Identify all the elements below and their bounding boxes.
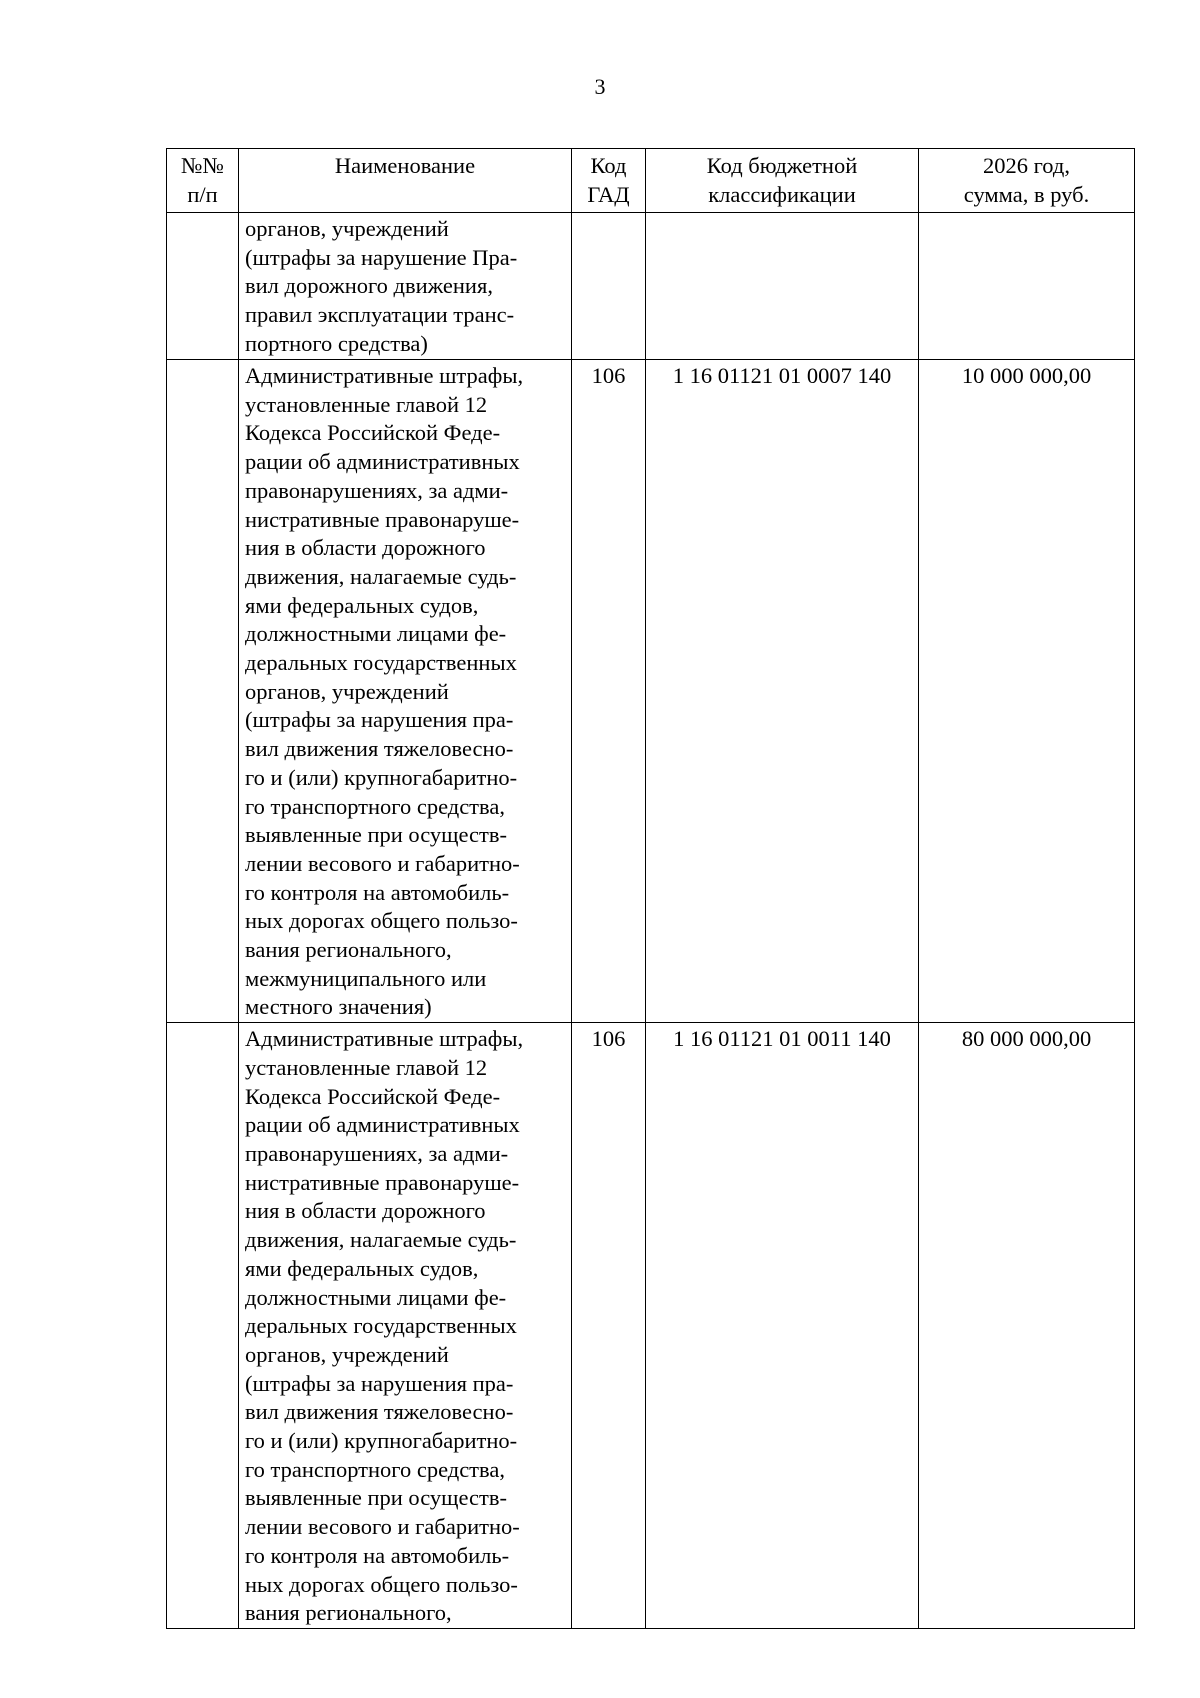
row-name-line: выявленные при осуществ- — [245, 822, 507, 848]
header-kbk-line: классификации — [708, 181, 856, 207]
row-name-line: нистративные правонаруше- — [245, 1169, 520, 1195]
header-number-line: п/п — [187, 181, 218, 207]
row-name-line: (штрафы за нарушение Пра- — [245, 244, 518, 270]
row-name-line: ных дорогах общего пользо- — [245, 1571, 518, 1597]
row-gad-code: 106 — [572, 1023, 646, 1629]
row-name-line: (штрафы за нарушения пра- — [245, 707, 514, 733]
header-budget-classification-code — [646, 149, 919, 213]
row-name-line: лении весового и габаритно- — [245, 1514, 520, 1540]
header-name-line: Наименование — [334, 153, 476, 178]
row-name-line: рации об административных — [245, 1112, 520, 1138]
page-number: 3 — [594, 74, 606, 99]
row-name-line: местного значения) — [245, 994, 432, 1020]
row-name-line: установленные главой 12 — [245, 1054, 488, 1080]
row-name-line: Кодекса Российской Феде- — [245, 420, 501, 446]
row-number — [167, 213, 239, 360]
row-name-line: движения, налагаемые судь- — [245, 563, 517, 589]
header-number — [167, 149, 239, 213]
row-amount: 10 000 000,00 — [919, 360, 1135, 1023]
row-name-line: Административные штрафы, — [245, 363, 524, 388]
table-row — [167, 213, 1135, 360]
header-gad-line: ГАД — [587, 181, 630, 207]
row-number — [167, 360, 239, 1023]
row-name — [239, 1023, 572, 1629]
header-amount-2026 — [919, 149, 1135, 213]
row-name-line: Кодекса Российской Феде- — [245, 1083, 501, 1109]
row-name-line: правонарушениях, за адми- — [245, 477, 509, 503]
row-name-line: Административные штрафы, — [245, 1026, 524, 1052]
row-name-line: правонарушениях, за адми- — [245, 1140, 509, 1166]
row-name-line: ния в области дорожного — [245, 1198, 486, 1224]
header-sum-line: 2026 год, — [983, 153, 1070, 178]
row-name-line: нистративные правонаруше- — [245, 506, 520, 532]
header-number-line: №№ — [181, 153, 224, 178]
table-row — [167, 1023, 1135, 1629]
row-name-line: го и (или) крупногабаритно- — [245, 764, 518, 790]
row-name-line: деральных государственных — [245, 650, 517, 676]
row-name-line: должностными лицами фе- — [245, 621, 507, 647]
row-name-line: го контроля на автомобиль- — [245, 1542, 510, 1568]
row-name-line: (штрафы за нарушения пра- — [245, 1370, 514, 1396]
row-name — [239, 360, 572, 1023]
row-name-line: го контроля на автомобиль- — [245, 879, 510, 905]
row-name-line: органов, учреждений — [245, 678, 449, 704]
row-name-line: го транспортного средства, — [245, 1456, 505, 1482]
row-amount — [919, 213, 1135, 360]
header-sum-line: сумма, в руб. — [963, 181, 1090, 207]
row-budget-code: 1 16 01121 01 0007 140 — [646, 360, 919, 1023]
row-name-line: вил движения тяжеловесно- — [245, 1399, 514, 1425]
row-budget-code: 1 16 01121 01 0011 140 — [646, 1023, 919, 1629]
row-name-line: го транспортного средства, — [245, 793, 505, 819]
row-name-line: выявленные при осуществ- — [245, 1485, 507, 1511]
row-gad-code: 106 — [572, 360, 646, 1023]
row-name-line: вил движения тяжеловесно- — [245, 736, 514, 762]
row-name-line: ния в области дорожного — [245, 535, 486, 561]
row-name — [239, 213, 572, 360]
row-name-line: ных дорогах общего пользо- — [245, 908, 518, 934]
row-name-line: органов, учреждений — [245, 1341, 449, 1367]
row-gad-code — [572, 213, 646, 360]
header-kbk-line: Код бюджетной — [706, 153, 858, 178]
row-name-line: лении весового и габаритно- — [245, 850, 520, 876]
row-name-line: ями федеральных судов, — [245, 1255, 479, 1281]
row-name-line: портного средства) — [245, 330, 428, 356]
row-name-line: установленные главой 12 — [245, 391, 488, 417]
row-name-line: движения, налагаемые судь- — [245, 1227, 517, 1253]
row-name-line: межмуниципального или — [245, 965, 487, 991]
row-name-line: вил дорожного движения, — [245, 273, 493, 299]
row-budget-code — [646, 213, 919, 360]
row-name-line: вания регионального, — [245, 1600, 452, 1626]
row-name-line: го и (или) крупногабаритно- — [245, 1428, 518, 1454]
row-name-line: вания регионального, — [245, 937, 452, 963]
table-row — [167, 360, 1135, 1023]
row-name-line: рации об административных — [245, 449, 520, 475]
row-amount: 80 000 000,00 — [919, 1023, 1135, 1629]
header-name — [239, 149, 572, 213]
row-name-line: правил эксплуатации транс- — [245, 302, 515, 328]
row-name-line: ями федеральных судов, — [245, 592, 479, 618]
header-gad-code — [572, 149, 646, 213]
budget-revenue-table — [166, 148, 1135, 1629]
row-name-line: должностными лицами фе- — [245, 1284, 507, 1310]
header-gad-line: Код — [590, 153, 627, 178]
table-header-row — [167, 149, 1135, 213]
row-number — [167, 1023, 239, 1629]
row-name-line: органов, учреждений — [245, 216, 449, 241]
row-name-line: деральных государственных — [245, 1313, 517, 1339]
